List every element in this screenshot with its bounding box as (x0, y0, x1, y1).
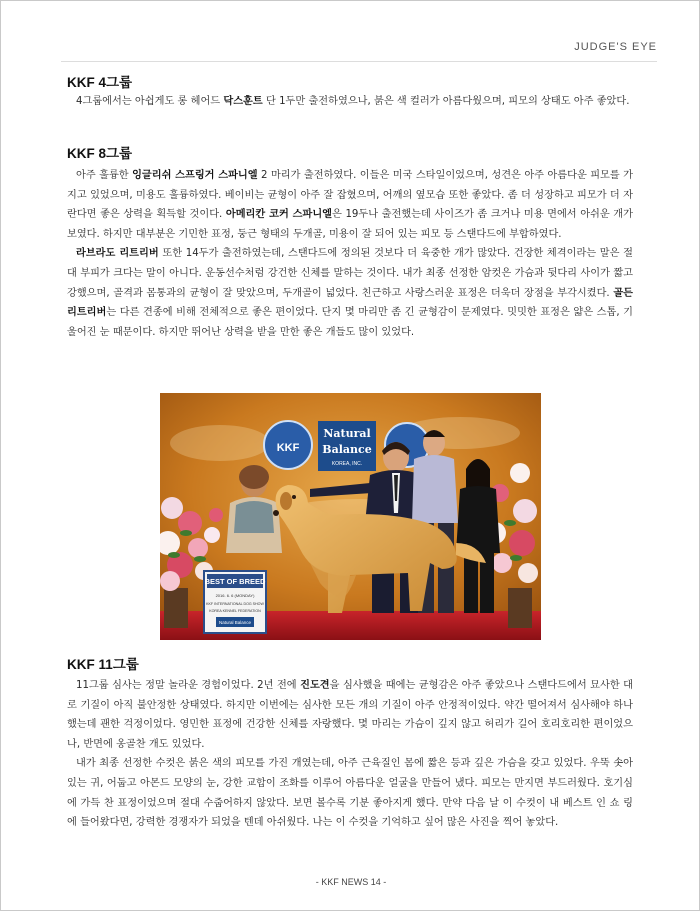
breed-labrador: 라브라도 리트리버 (76, 248, 159, 260)
heading-group-8: KKF 8그룹 (67, 146, 133, 161)
heading-group-11: KKF 11그룹 (67, 657, 139, 672)
svg-text:Natural Balance: Natural Balance (218, 620, 252, 625)
heading-group-4: KKF 4그룹 (67, 75, 133, 90)
svg-text:Balance: Balance (322, 443, 372, 456)
breed-american-cocker: 아메리칸 코커 스파니엘 (225, 209, 333, 221)
paragraph-group-11 (67, 676, 633, 833)
paragraph-group-4 (67, 92, 633, 112)
group-8-text-2: 라브라도 리트리버 또한 14두가 출전하였는데, 스탠다드에 정의된 것보다 더 육중한 개가 많았다. 건장한 체격이라는 말은 절대 부피가 크다는 말이 아니다. 운동선수처럼 강건한 신체를 말하는 것이다. 내가 최종 선정한 암컷은 가슴과 뒷다리 사이가 짧고 강했으며, 골격과 몸통과의 균형이 잘 맞았으며, 두개골이 넓었다. 친근하고 사랑스러운 표정은 더욱더 장점을 부각시켰다. 골든 리트리버는 다른 견종에 비해 전체적으로 좋은 편이었다. 단지 몇 마리만 좀 긴 균형감이 문제였다. 밋밋한 표정은 얇은 스톱, 기울어진 눈 때문이다. 하지만 뛰어난 상력을 받을 만한 좋은 개들도 많이 있었다. (67, 248, 633, 338)
group-4-text-1: 4그룹에서는 아쉽게도 롱 헤어드 닥스훈트 단 1두만 출전하였으나, 붉은 색 컬러가 아름다웠으며, 피모의 상태도 아주 좋았다. (76, 96, 630, 107)
natural-balance-banner (318, 421, 376, 471)
best-of-breed-sign (204, 571, 266, 633)
svg-text:KOREA KENNEL FEDERATION: KOREA KENNEL FEDERATION (209, 609, 261, 613)
breed-jindo: 진도견 (300, 680, 330, 691)
group-8-text-1: 아주 훌륭한 잉글리쉬 스프링거 스파니엘 2 마리가 출전하였다. 이들은 미국 스타일이었으며, 성견은 아주 아름다운 피모를 가지고 있었으며, 미용도 훌륭하였다. 베이비는 균형이 아주 잘 잡혔으며, 어깨의 옆모습 또한 좋았다. 좀 더 성장하고 피모가 더 자란다면 좋은 상력을 획득할 것이다. 아메리칸 코커 스파니엘은 19두나 출전했는데 사이즈가 좀 크거나 미용 면에서 아쉬운 개가 보였다. 하지만 대부분은 기민한 표정, 둥근 형태의 두개골, 미용이 잘 되어 있는 피모 등 스탠다드에 부합하였다. (67, 170, 633, 240)
page-footer: - KKF NEWS 14 - (315, 877, 387, 887)
svg-text:KKF: KKF (276, 442, 300, 454)
section-header-label: JUDGE'S EYE (574, 41, 657, 53)
breed-dachshund: 닥스훈트 (223, 96, 263, 107)
paragraph-group-8 (67, 166, 633, 342)
svg-text:BEST OF BREED: BEST OF BREED (204, 577, 266, 586)
breed-english-springer: 잉글리쉬 스프링거 스파니엘 (132, 170, 258, 181)
header-divider (61, 61, 657, 62)
svg-text:Natural: Natural (323, 427, 371, 440)
svg-text:KKF INTERNATIONAL DOG SHOW: KKF INTERNATIONAL DOG SHOW (206, 602, 264, 606)
group-11-text-1: 11그룹 심사는 정말 놀라운 경험이었다. 2년 전에 진도견을 심사했을 때에는 균형감은 아주 좋았으나 스탠다드에서 묘사한 대로 기질이 아직 불안정한 상태였다. 하지만 이번에는 심사한 모든 개의 기질이 아주 안정적이었다. 약간 떨어져서 심사해야 하나 했는데 괜한 걱정이었다. 영민한 표정에 건강한 신체를 자랑했다. 몇 마리는 가슴이 깊지 않고 허리가 길어 호리호리한 편이었으나, 반면에 옹골찬 개도 있었다. (67, 680, 633, 750)
svg-text:2016. 6. 6 (MONDAY): 2016. 6. 6 (MONDAY) (215, 593, 255, 598)
kkf-logo-left (264, 421, 312, 469)
svg-text:KOREA, INC.: KOREA, INC. (331, 461, 363, 467)
breed-golden: 골든 리트리버 (67, 287, 633, 319)
best-of-breed-photo (160, 393, 541, 640)
group-11-text-2: 내가 최종 선정한 수컷은 붉은 색의 피모를 가진 개였는데, 아주 근육질인 몸에 짧은 등과 깊은 가슴을 갖고 있었다. 우뚝 솟아 있는 귀, 어둡고 아몬드 모양의 눈, 강한 교합이 조화를 이루어 아름다운 얼굴을 만들어 냈다. 피모는 만지면 부드러웠다. 호기심에 가득 찬 표정이었으며 절대 수줍어하지 않았다. 보면 볼수록 기분 좋아지게 했다. 만약 다음 날 이 수컷이 내 베스트 인 쇼 링에 들어왔다면, 강력한 경쟁자가 되었을 텐데 아쉬웠다. 나는 이 수컷을 기억하고 싶어 많은 사진을 찍어 놓았다. (67, 758, 633, 829)
